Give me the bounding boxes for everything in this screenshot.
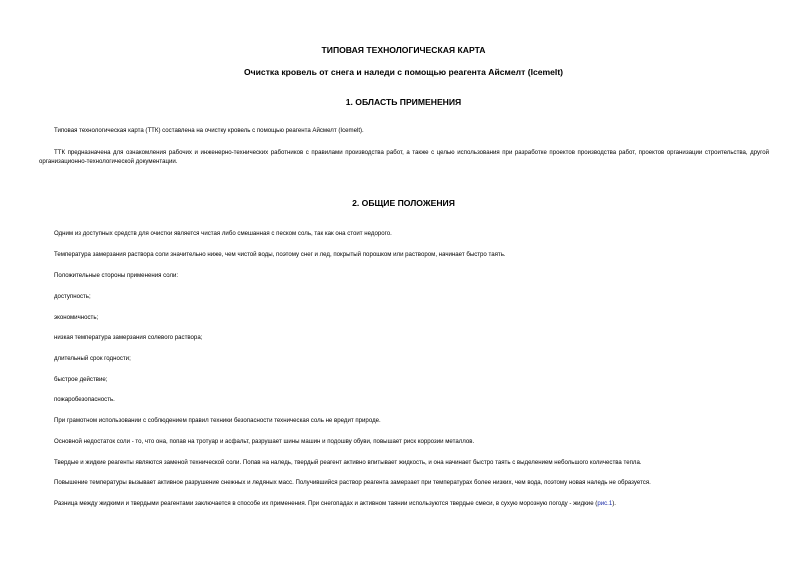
section-2-paragraph-7: Повышение температуры вызывает активное разрушение снежных и ледяных масс. Получившийся раствор реагента замерзает при температурах более низких, чем вода, поэтому новая наледь не образуется. [54,479,651,486]
list-item: доступность; [54,293,91,300]
section-2-paragraph-3: Положительные стороны применения соли: [54,272,179,279]
section-2-paragraph-8 [54,499,616,508]
list-item: пожаробезопасность. [54,396,115,403]
section-2-paragraph-6: Твердые и жидкие реагенты являются заменой технической соли. Попав на наледь, твердый реагент активно впитывает жидкость, и она начинает быстро таять с выделением небольшого количества тепла. [54,459,642,466]
document-subtitle: Очистка кровель от снега и наледи с помощью реагента Айсмелт (Icemelt) [243,67,564,77]
paragraph-8-text: Разница между жидкими и твердыми реагентами заключается в способе их применения. При снегопадах и активном таянии используются твердые смеси, в сухую морозную погоду - жидкие ( [54,500,598,507]
section-2-paragraph-5: Основной недостаток соли - то, что она, попав на тротуар и асфальт, разрушает шины машин и подошву обуви, повышает риск коррозии металлов. [54,438,475,445]
list-item: низкая температура замерзания солевого раствора; [54,334,203,341]
list-item: быстрое действие; [54,376,108,383]
section-2-paragraph-1: Одним из доступных средств для очистки является чистая либо смешанная с песком соль, так как она стоит недорого. [54,230,392,237]
section-2-paragraph-2: Температура замерзания раствора соли значительно ниже, чем чистой воды, поэтому снег и лед, покрытый порошком или раствором, начинает быстро таять. [54,251,506,258]
section-1-paragraph-2: ТТК предназначена для ознакомления рабочих и инженерно-технических работников с правилами производства работ, а также с целью использования при разработке проектов производства работ, проектов организации строительства, другой организационно-технологической документации. [39,149,769,165]
section-2-heading: 2. ОБЩИЕ ПОЛОЖЕНИЯ [352,198,455,208]
figure-1-link[interactable]: рис.1 [597,500,613,507]
paragraph-8-end: ). [612,500,616,507]
list-item: длительный срок годности; [54,355,131,362]
document-title: ТИПОВАЯ ТЕХНОЛОГИЧЕСКАЯ КАРТА [321,45,486,55]
section-1-heading: 1. ОБЛАСТЬ ПРИМЕНЕНИЯ [345,97,462,107]
section-1-paragraph-1: Типовая технологическая карта (ТТК) составлена на очистку кровель с помощью реагента Айсмелт (Icemelt). [54,127,364,134]
list-item: экономичность; [54,314,99,321]
section-2-paragraph-4: При грамотном использовании с соблюдением правил техники безопасности техническая соль не вредит природе. [54,417,381,424]
